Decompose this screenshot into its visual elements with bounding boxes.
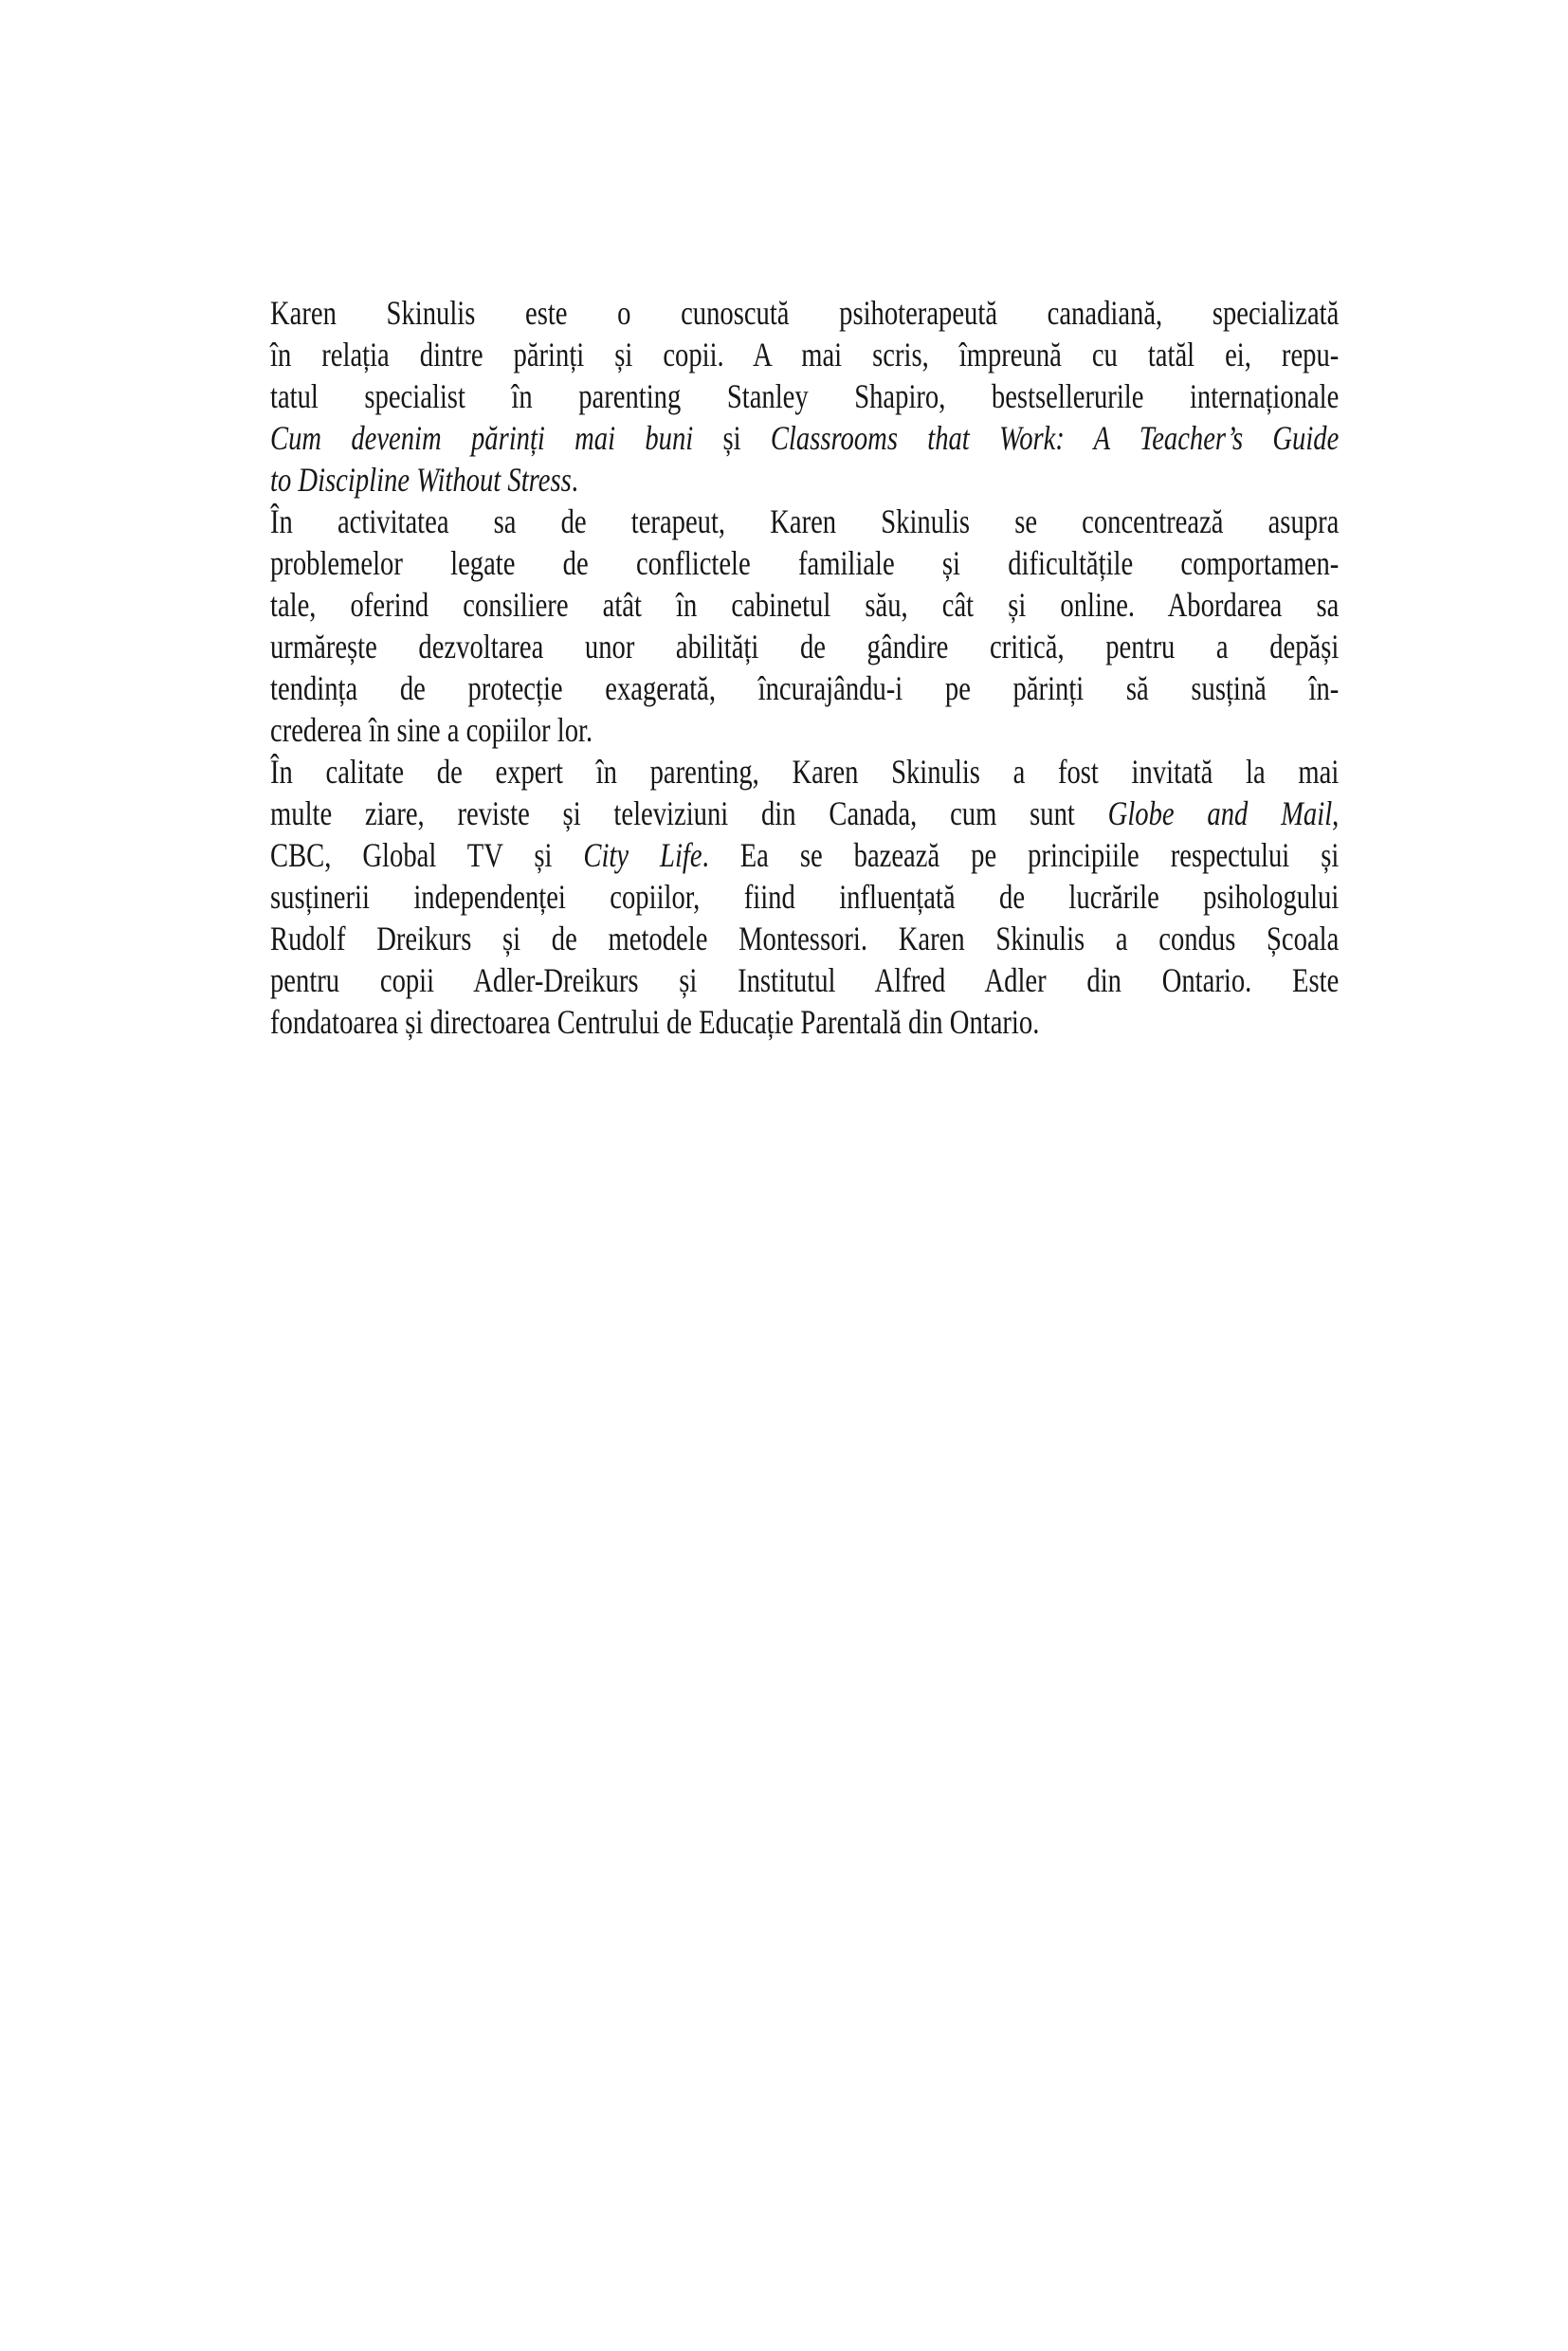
text-run: . Ea se bazează pe principiile respectului și: [702, 836, 1340, 874]
text-line: [270, 834, 1339, 876]
text-run: și: [693, 419, 771, 457]
text-run: CBC, Global TV și: [270, 836, 584, 874]
book-title: Classrooms that Work: A Teacher’s Guide: [770, 419, 1340, 457]
text-run: multe ziare, reviste și televiziuni din Canada, cum sunt: [270, 794, 1108, 832]
text-run: ,: [1332, 794, 1340, 832]
periodical-title: Globe and Mail: [1107, 794, 1333, 832]
text-line: [270, 417, 1339, 459]
periodical-title: City Life: [583, 836, 702, 874]
text-run: .: [571, 461, 578, 499]
text-line: [270, 793, 1339, 834]
text-line: susținerii independenței copiilor, fiind influențată de lucrările psihologului: [270, 878, 1340, 916]
text-line: tendința de protecție exagerată, încurajându-i pe părinți să susțină în-: [270, 669, 1340, 707]
text-line: pentru copii Adler-Dreikurs și Institutul Alfred Adler din Ontario. Este: [270, 961, 1340, 999]
book-title: Cum devenim părinți mai buni: [270, 419, 694, 457]
book-title: to Discipline Without Stress: [270, 461, 572, 499]
text-line: tale, oferind consiliere atât în cabinetul său, cât și online. Abordarea sa: [270, 586, 1340, 624]
text-line: urmărește dezvoltarea unor abilități de gândire critică, pentru a depăși: [270, 628, 1340, 665]
text-line: În activitatea sa de terapeut, Karen Skinulis se concentrează asupra: [270, 502, 1340, 540]
text-line: problemelor legate de conflictele familiale și dificultățile comportamen-: [270, 544, 1340, 582]
paragraph: [270, 501, 1339, 751]
text-line: tatul specialist în parenting Stanley Shapiro, bestsellerurile internaționale: [270, 377, 1340, 415]
text-line: în relația dintre părinți și copii. A mai scris, împreună cu tatăl ei, repu-: [270, 336, 1340, 374]
text-line: [270, 459, 1339, 501]
paragraph: [270, 751, 1339, 1043]
text-line: Karen Skinulis este o cunoscută psihoterapeută canadiană, specializată: [270, 294, 1340, 332]
text-line: crederea în sine a copiilor lor.: [270, 711, 593, 749]
text-line: Rudolf Dreikurs și de metodele Montessori. Karen Skinulis a condus Școala: [270, 920, 1340, 957]
text-line: În calitate de expert în parenting, Karen Skinulis a fost invitată la mai: [270, 753, 1340, 791]
paragraph: [270, 292, 1339, 501]
text-line: fondatoarea și directoarea Centrului de Educație Parentală din Ontario.: [270, 1003, 1040, 1041]
author-bio-textblock: [270, 292, 1339, 1043]
